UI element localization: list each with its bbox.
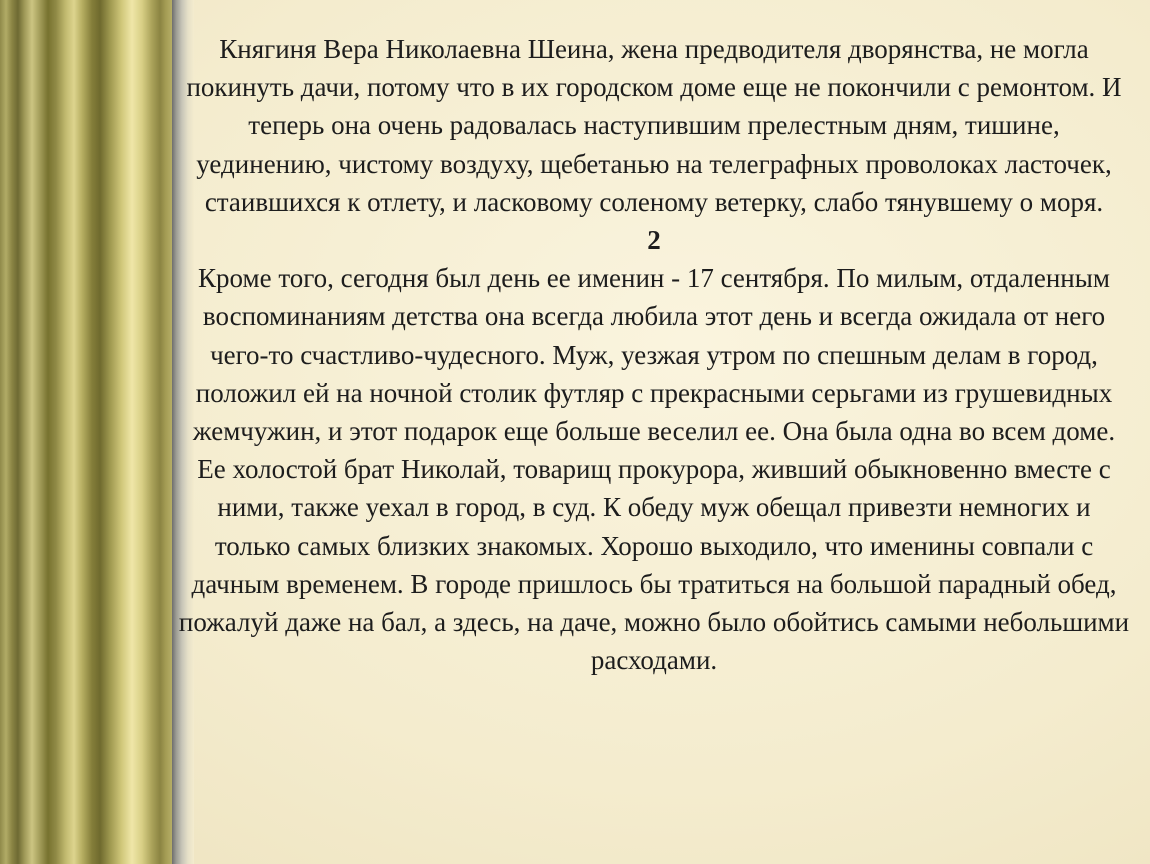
chapter-number: 2: [647, 225, 661, 256]
paragraph-name-day: Кроме того, сегодня был день ее именин - 17 сентября. По милым, отдаленным воспоминаниям детства она всегда любила этот день и всегда ожидала от него чего-то счастливо-чудесного. Муж, уезжая утром по спешным делам в город, положил ей на ночной столик футляр с прекрасными серьгами из грушевидных жемчужин, и этот подарок еще больше веселил ее. Она была одна во всем доме. Ее холостой брат Николай, товарищ прокурора, живший обыкновенно вместе с ними, также уехал в город, в суд. К обеду муж обещал привезти немногих и только самых близких знакомых. Хорошо выходило, что именины совпали с дачным временем. В городе пришлось бы тратиться на большой парадный обед, пожалуй даже на бал, а здесь, на даче, можно было обойтись самыми небольшими расходами.: [178, 263, 1130, 676]
text-body: [178, 30, 1130, 679]
decorative-striped-border: [0, 0, 172, 864]
paragraph-intro: Княгиня Вера Николаевна Шеина, жена предводителя дворянства, не могла покинуть дачи, потому что в их городском доме еще не покончили с ремонтом. И теперь она очень радовалась наступившим прелестным дням, тишине, уединению, чистому воздуху, щебетанью на телеграфных проволоках ласточек, стаившихся к отлету, и ласковому соленому ветерку, слабо тянувшему о моря.: [186, 34, 1122, 217]
